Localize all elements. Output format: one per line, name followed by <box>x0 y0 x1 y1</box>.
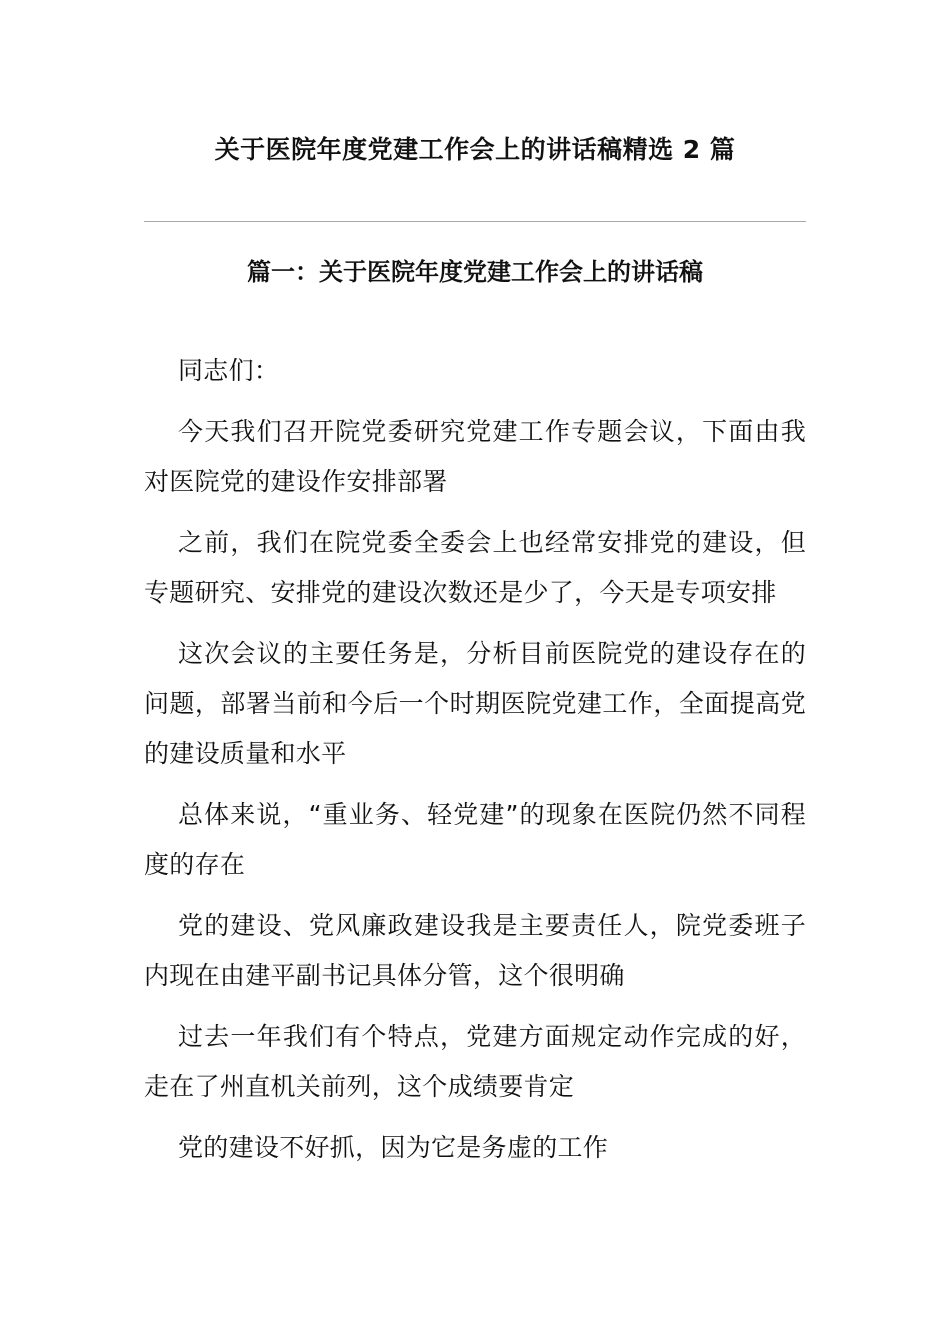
paragraph: 之前，我们在院党委全委会上也经常安排党的建设，但专题研究、安排党的建设次数还是少了，今天是专项安排 <box>144 528 806 607</box>
section-heading: 篇一：关于医院年度党建工作会上的讲话稿 <box>247 258 703 286</box>
title-divider <box>144 221 806 222</box>
paragraph: 党的建设、党风廉政建设我是主要责任人，院党委班子内现在由建平副书记具体分管，这个很明确 <box>144 911 806 990</box>
paragraph: 总体来说，“重业务、轻党建”的现象在医院仍然不同程度的存在 <box>144 800 806 879</box>
document-title: 关于医院年度党建工作会上的讲话稿精选 2 篇 <box>214 135 736 164</box>
paragraph: 今天我们召开院党委研究党建工作专题会议，下面由我对医院党的建设作安排部署 <box>144 417 806 496</box>
paragraph: 这次会议的主要任务是，分析目前医院党的建设存在的问题，部署当前和今后一个时期医院党建工作，全面提高党的建设质量和水平 <box>144 639 806 768</box>
document-body <box>144 346 806 1184</box>
paragraph: 过去一年我们有个特点，党建方面规定动作完成的好，走在了州直机关前列，这个成绩要肯定 <box>144 1022 806 1101</box>
paragraph-salutation: 同志们： <box>178 356 280 385</box>
paragraph: 党的建设不好抓，因为它是务虚的工作 <box>178 1133 609 1162</box>
